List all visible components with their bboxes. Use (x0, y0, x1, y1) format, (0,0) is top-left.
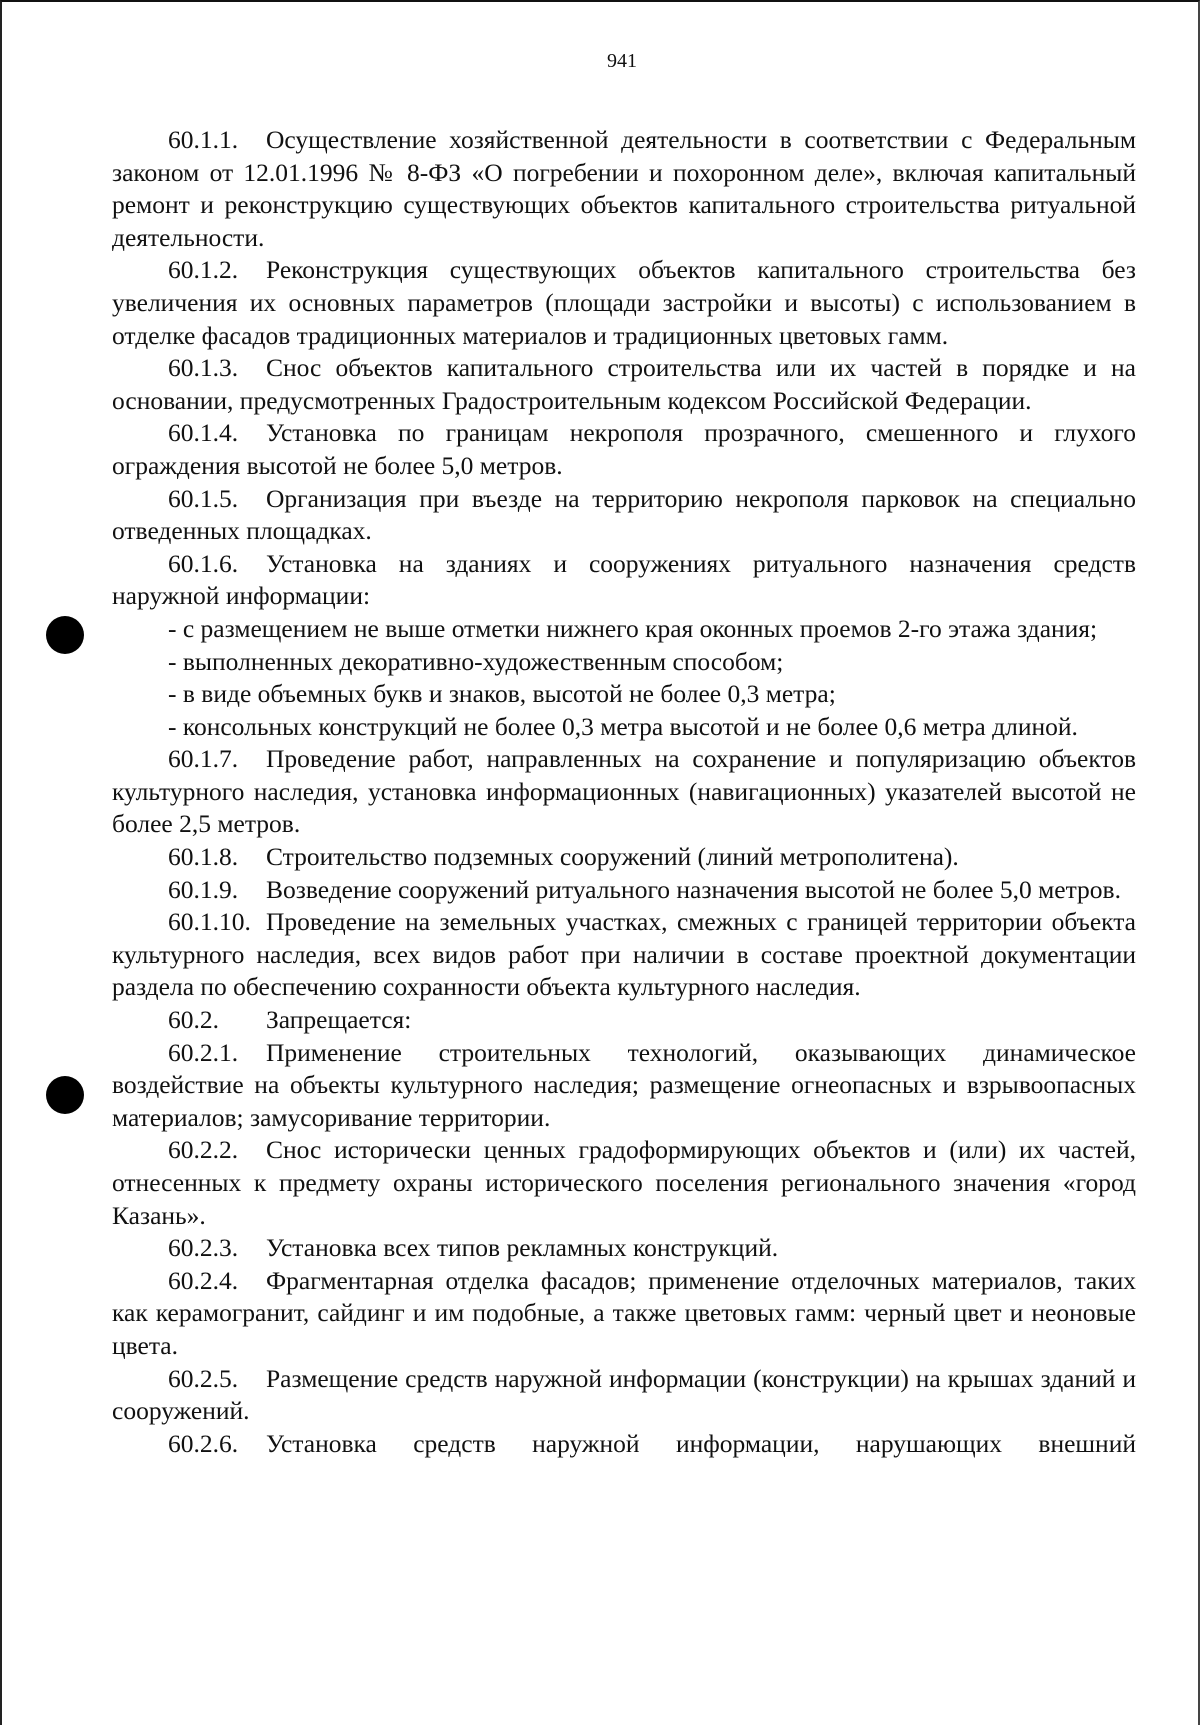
list-item: - консольных конструкций не более 0,3 метра высотой и не более 0,6 метра длиной. (168, 711, 1078, 741)
punch-hole-mark (46, 1076, 84, 1114)
paragraph-60-1-3: 60.1.3. Снос объектов капитального строительства или их частей в порядке и на основании, предусмотренных Градостроительным кодексом Российской Федерации. (112, 353, 1136, 415)
paragraph-60-1-8: 60.1.8. Строительство подземных сооружений (линий метрополитена). (168, 842, 959, 872)
list-item: - выполненных декоративно-художественным способом; (168, 646, 784, 676)
list-item: - с размещением не выше отметки нижнего края оконных проемов 2-го этажа здания; (168, 613, 1098, 643)
paragraph-60-1-1: 60.1.1. Осуществление хозяйственной деятельности в соответствии с Федеральным законом от 12.01.1996 № 8-ФЗ «О погребении и похоронном деле», включая капитальный ремонт и реконструкцию существующих объектов капитального строительства ритуальной деятельности. (112, 125, 1136, 252)
paragraph-60-2-3: 60.2.3. Установка всех типов рекламных конструкций. (168, 1233, 779, 1263)
paragraph-60-1-6: 60.1.6. Установка на зданиях и сооружениях ритуального назначения средств наружной информации: (112, 548, 1136, 611)
paragraph-60-1-10: 60.1.10. Проведение на земельных участках, смежных с границей территории объекта культурного наследия, всех видов работ при наличии в составе проектной документации раздела по обеспечению сохранности объекта культурного наследия. (112, 907, 1136, 1002)
paragraph-60-1-7: 60.1.7. Проведение работ, направленных на сохранение и популяризацию объектов культурного наследия, установка информационных (навигационных) указателей высотой не более 2,5 метров. (112, 744, 1136, 839)
paragraph-60-1-5: 60.1.5. Организация при въезде на территорию некрополя парковок на специально отведенных площадках. (112, 483, 1136, 546)
paragraph-60-1-9: 60.1.9. Возведение сооружений ритуального назначения высотой не более 5,0 метров. (168, 874, 1121, 904)
page-number: 941 (607, 50, 637, 72)
document-body (112, 124, 1136, 1460)
punch-hole-mark (46, 616, 84, 654)
list-item: - в виде объемных букв и знаков, высотой не более 0,3 метра; (168, 679, 836, 709)
paragraph-60-2-5: 60.2.5. Размещение средств наружной информации (конструкции) на крышах зданий и сооружений. (112, 1363, 1136, 1426)
paragraph-60-2-2: 60.2.2. Снос исторически ценных градоформирующих объектов и (или) их частей, отнесенных к предмету охраны исторического поселения регионального значения «город Казань». (112, 1135, 1136, 1230)
paragraph-60-2-4: 60.2.4. Фрагментарная отделка фасадов; применение отделочных материалов, таких как керамогранит, сайдинг и им подобные, а также цветовых гамм: черный цвет и неоновые цвета. (112, 1265, 1136, 1360)
paragraph-60-2-6: 60.2.6. Установка средств наружной информации, нарушающих внешний (168, 1428, 1136, 1458)
paragraph-60-2: 60.2. Запрещается: (168, 1005, 412, 1035)
paragraph-60-2-1: 60.2.1. Применение строительных технологий, оказывающих динамическое воздействие на объекты культурного наследия; размещение огнеопасных и взрывоопасных материалов; замусоривание территории. (112, 1037, 1136, 1132)
paragraph-60-1-4: 60.1.4. Установка по границам некрополя прозрачного, смешенного и глухого ограждения высотой не более 5,0 метров. (112, 418, 1136, 480)
paragraph-60-1-2: 60.1.2. Реконструкция существующих объектов капитального строительства без увеличения их основных параметров (площади застройки и высоты) с использованием в отделке фасадов традиционных материалов и традиционных цветовых гамм. (112, 255, 1136, 350)
